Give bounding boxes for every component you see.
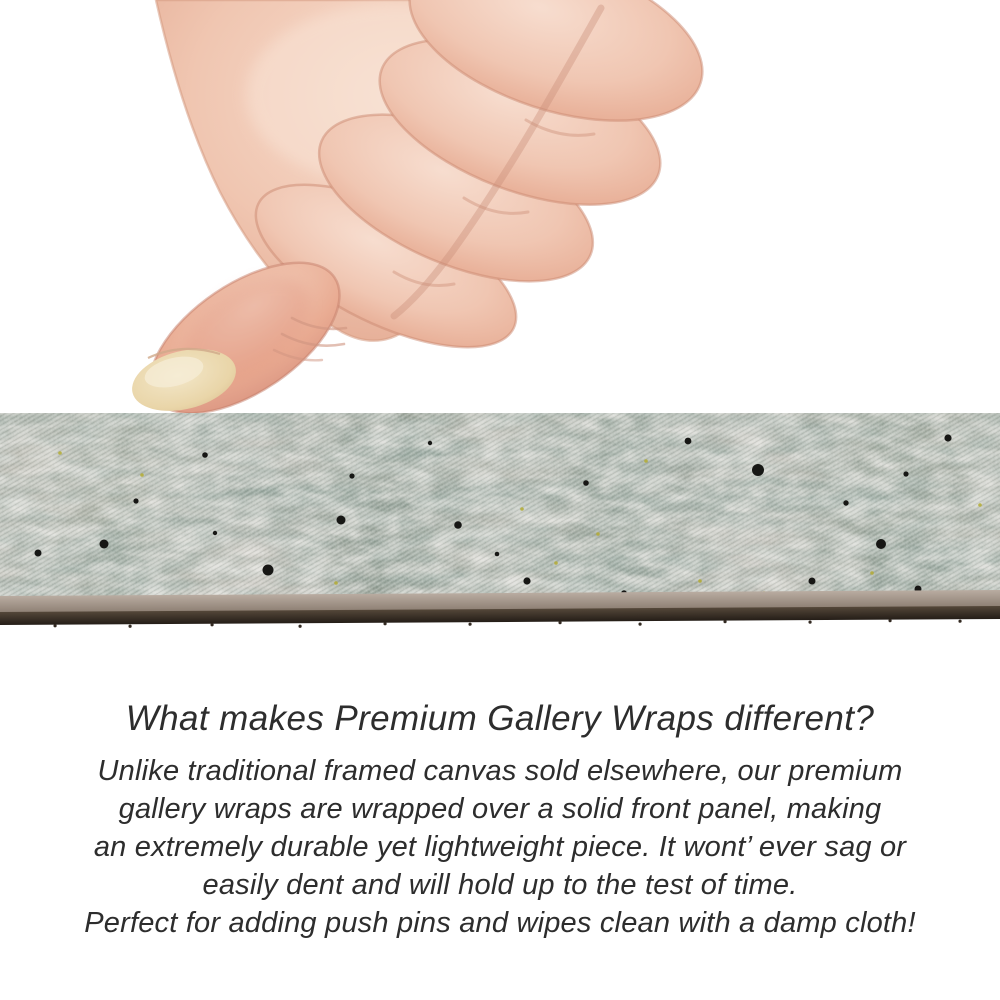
- body-line-3: an extremely durable yet lightweight piece. It wont’ ever sag or: [93, 831, 907, 863]
- canvas-folded-edge: [0, 590, 1000, 630]
- body-line-5: Perfect for adding push pins and wipes clean with a damp cloth!: [84, 907, 916, 939]
- marketing-copy: [0, 699, 1000, 942]
- canvas-texture: [0, 413, 1000, 605]
- headline: What makes Premium Gallery Wraps different?: [125, 699, 875, 738]
- body-line-4: easily dent and will hold up to the test of time.: [202, 869, 798, 901]
- hand-pressing-thumb-photo: [96, 0, 716, 432]
- body-line-2: gallery wraps are wrapped over a solid front panel, making: [118, 793, 882, 825]
- canvas-gallery-wrap-edge-photo: [0, 413, 1000, 631]
- body-line-1: Unlike traditional framed canvas sold elsewhere, our premium: [97, 755, 903, 787]
